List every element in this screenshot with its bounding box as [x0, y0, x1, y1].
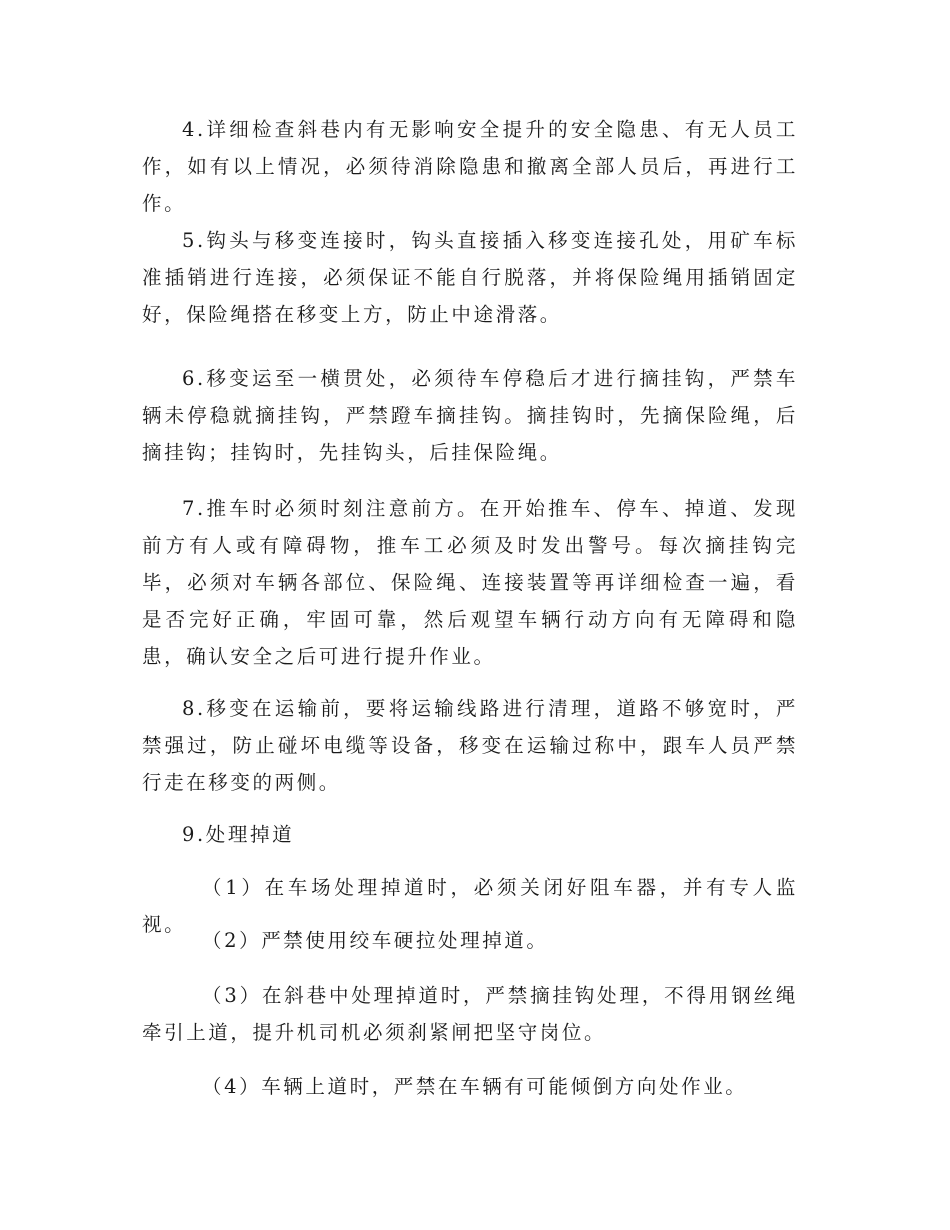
- paragraph-7: 7.推车时必须时刻注意前方。在开始推车、停车、掉道、发现前方有人或有障碍物，推车工必须及时发出警号。每次摘挂钩完毕，必须对车辆各部位、保险绳、连接装置等再详细检查一遍，看是否完好正确，牢固可靠，然后观望车辆行动方向有无障碍和隐患，确认安全之后可进行提升作业。: [142, 497, 798, 668]
- paragraph-6: 6.移变运至一横贯处，必须待车停稳后才进行摘挂钩，严禁车辆未停稳就摘挂钩，严禁蹬车摘挂钩。摘挂钩时，先摘保险绳，后摘挂钩；挂钩时，先挂钩头，后挂保险绳。: [142, 367, 798, 464]
- subitem-2: （2）严禁使用绞车硬拉处理掉道。: [202, 929, 549, 952]
- subitem-1: （1）在车场处理掉道时，必须关闭好阻车器，并有专人监视。: [142, 876, 798, 936]
- subitem-4: （4）车辆上道时，严禁在车辆有可能倾倒方向处作业。: [202, 1075, 748, 1098]
- subitem-3: （3）在斜巷中处理掉道时，严禁摘挂钩处理，不得用钢丝绳牵引上道，提升机司机必须刹紧闸把坚守岗位。: [142, 984, 798, 1044]
- paragraph-5: 5.钩头与移变连接时，钩头直接插入移变连接孔处，用矿车标准插销进行连接，必须保证不能自行脱落，并将保险绳用插销固定好，保险绳搭在移变上方，防止中途滑落。: [142, 229, 798, 326]
- paragraph-9-heading: 9.处理掉道: [182, 823, 295, 846]
- paragraph-4: 4.详细检查斜巷内有无影响安全提升的安全隐患、有无人员工作，如有以上情况，必须待消除隐患和撤离全部人员后，再进行工作。: [142, 118, 798, 215]
- paragraph-8: 8.移变在运输前，要将运输线路进行清理，道路不够宽时，严禁强过，防止碰坏电缆等设备，移变在运输过称中，跟车人员严禁行走在移变的两侧。: [142, 697, 798, 794]
